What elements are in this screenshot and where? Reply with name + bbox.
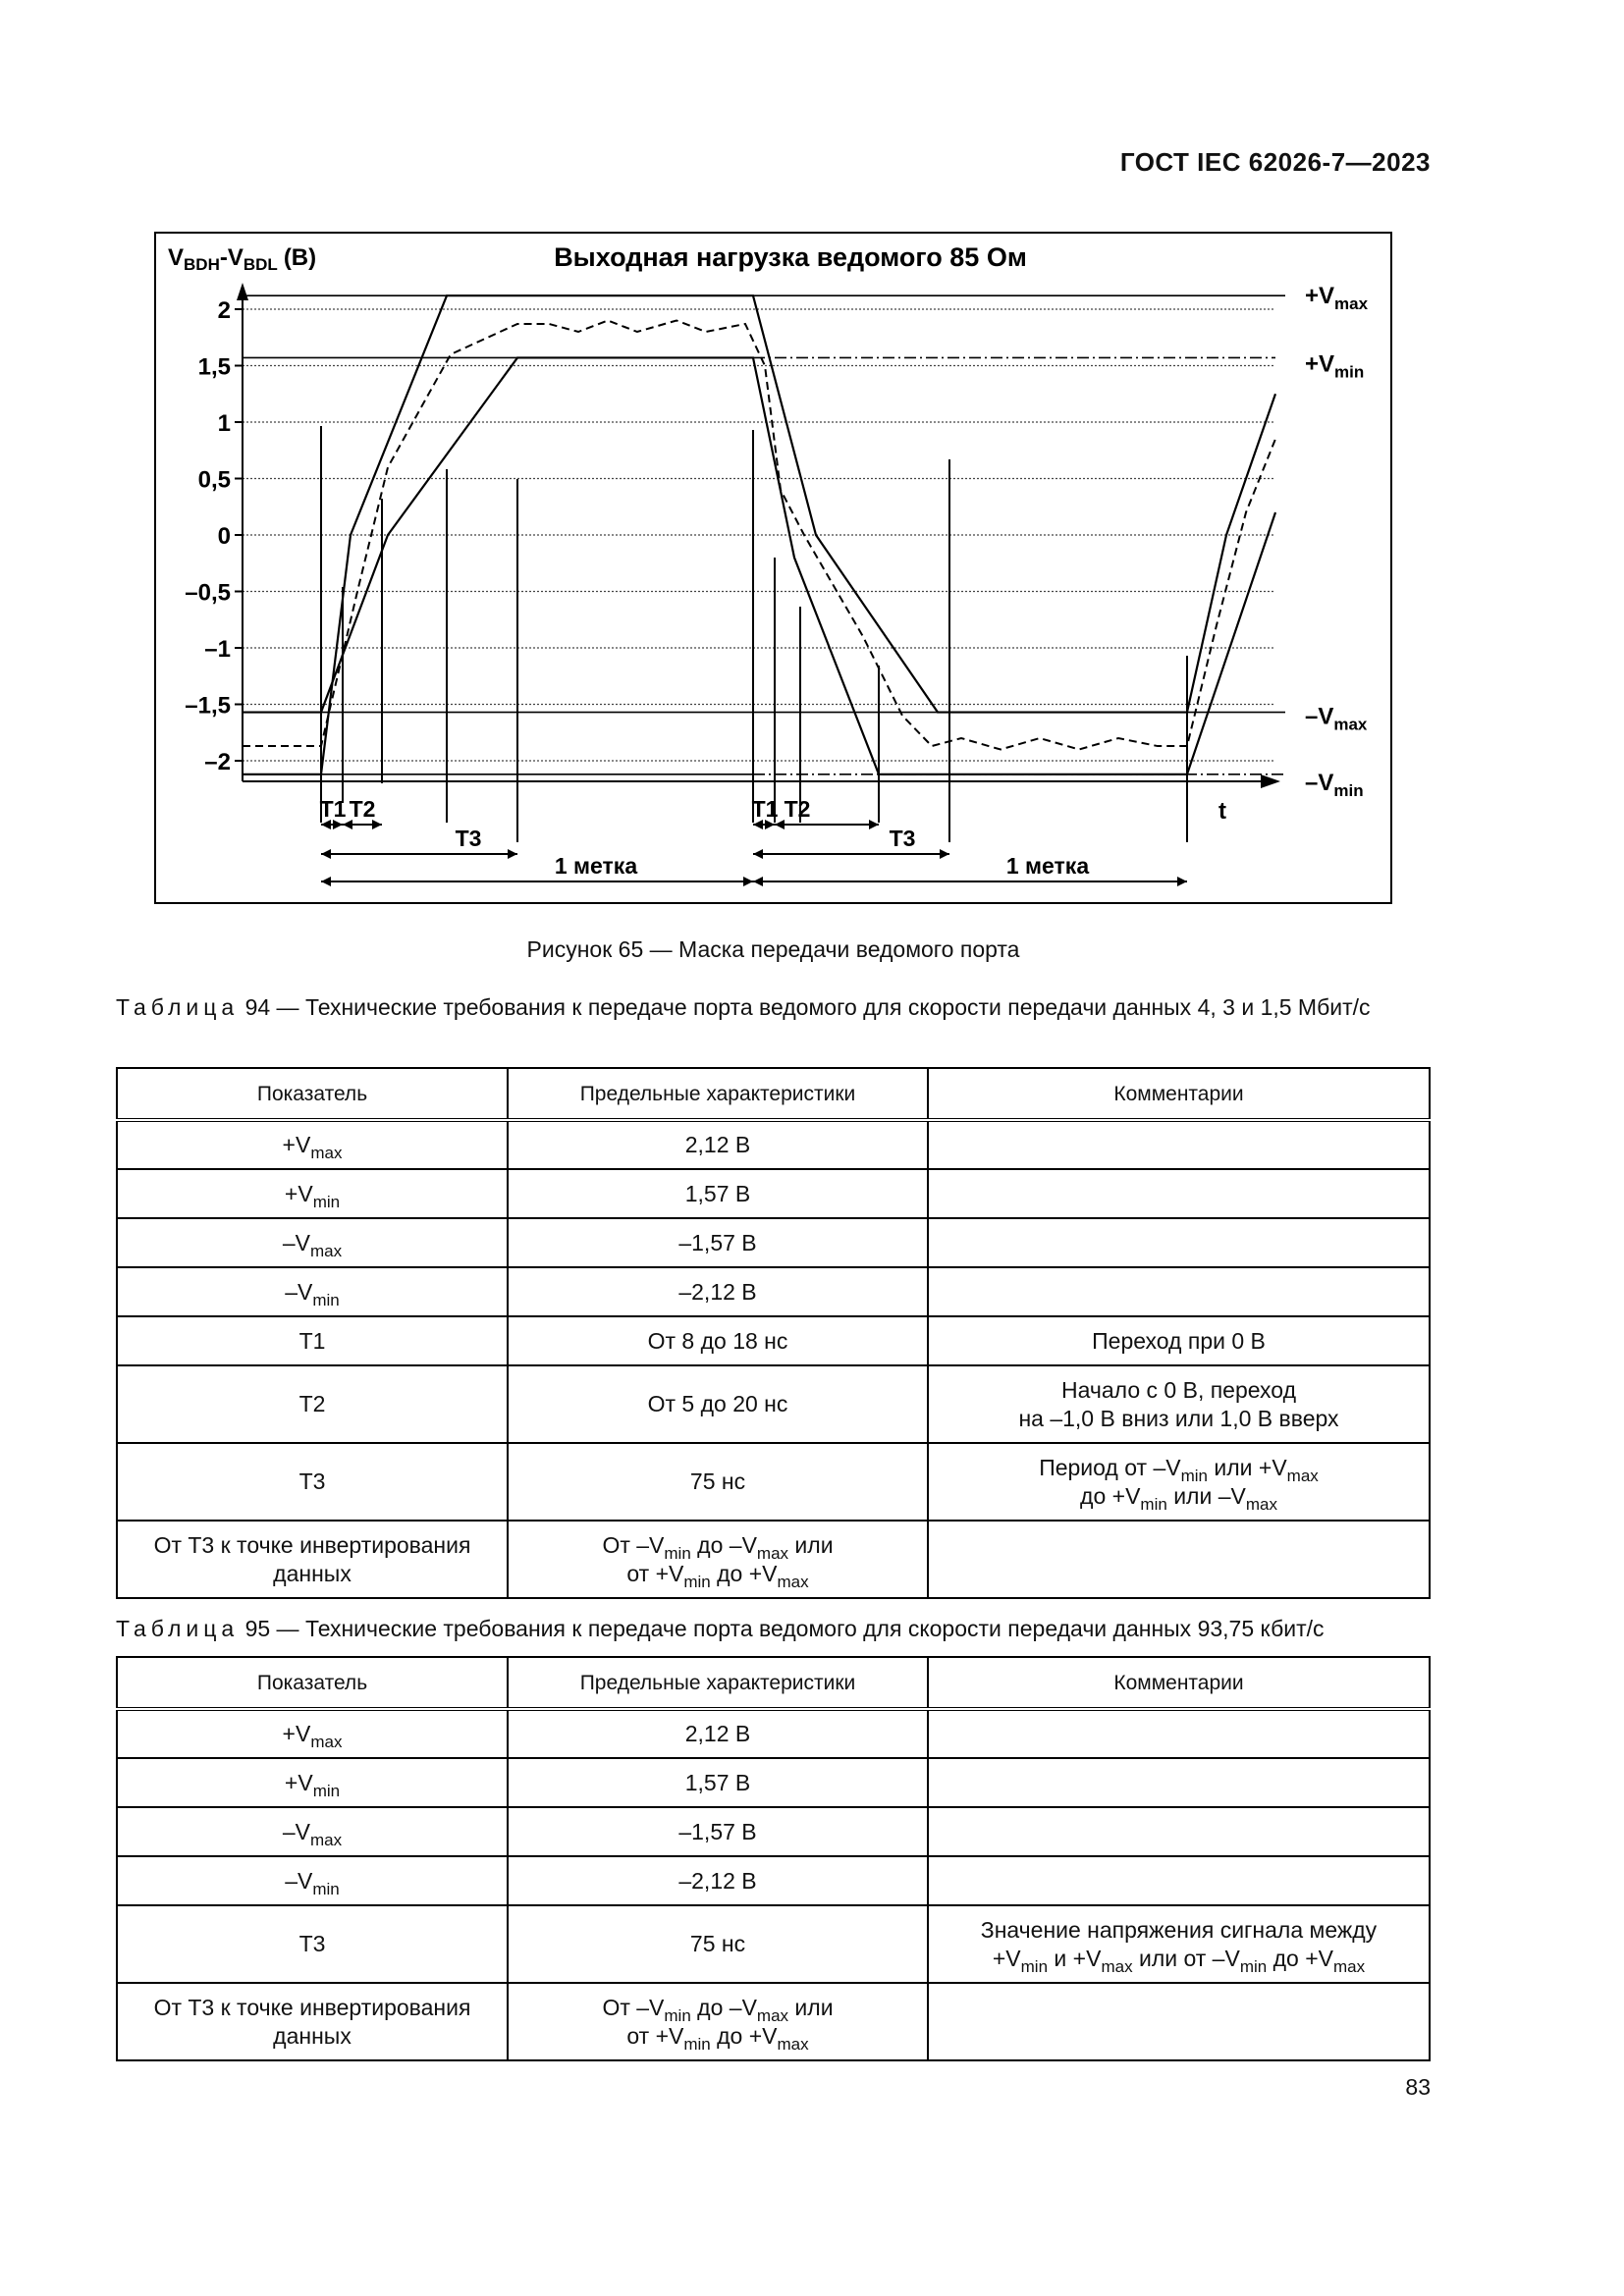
timing-annotations: [320, 426, 1187, 886]
col-header-comments: Комментарии: [928, 1657, 1430, 1709]
figure-frame: [154, 232, 1392, 904]
mark-left-label: 1 метка: [554, 853, 638, 879]
table-row: От T3 к точке инвертирования данных От $-V_{min}$ до $-V_{max}$ или от $+V_{min}$ до $+V_{max}$: [117, 1521, 1430, 1598]
y-tick-label: 0,5: [197, 466, 231, 494]
level-label: $-V_{max}$: [1305, 703, 1368, 734]
y-tick-label: 0: [217, 523, 231, 550]
mark-left-arrow-right: [743, 877, 753, 886]
table94-caption: Таблица 94 — Технические требования к передаче порта ведомого для скорости передачи данных 4, 3 и 1,5 Мбит/с: [116, 994, 1371, 1020]
table-row: $+V_{min}$ 1,57 В: [117, 1169, 1430, 1218]
figure-caption: Рисунок 65 — Маска передачи ведомого порта: [526, 936, 1020, 962]
y-tick-labels: [185, 297, 231, 775]
col-header-indicator: Показатель: [117, 1068, 508, 1120]
y-tick-label: –1,5: [185, 692, 231, 720]
document-header: ГОСТ IEC 62026-7—2023: [1119, 147, 1431, 177]
y-tick-label: 1: [217, 410, 231, 437]
table-row: $+V_{max}$ 2,12 В: [117, 1120, 1430, 1169]
table-row: T3 75 нс Значение напряжения сигнала между $+V_{min}$ $и +V_{max}$ или от $-V_{min}$ до $+V_{max}$: [117, 1905, 1430, 1983]
table-row: $+V_{max}$ 2,12 В: [117, 1709, 1430, 1758]
mark-right-label: 1 метка: [1005, 853, 1090, 879]
x-axis-label: t: [1218, 798, 1226, 825]
y-tick-label: –0,5: [185, 579, 231, 607]
table-row: $+V_{min}$ 1,57 В: [117, 1758, 1430, 1807]
table-row: T2 От 5 до 20 нс Начало с 0 В, переход на –1,0 В вниз или 1,0 В вверх: [117, 1365, 1430, 1443]
col-header-limits: Предельные характеристики: [508, 1068, 928, 1120]
table-row: $-V_{max}$ –1,57 В: [117, 1218, 1430, 1267]
level-label: $+V_{max}$: [1305, 283, 1369, 314]
t1-left-label: T1: [319, 796, 347, 822]
col-header-indicator: Показатель: [117, 1657, 508, 1709]
col-header-comments: Комментарии: [928, 1068, 1430, 1120]
t3-left-label: T3: [455, 826, 482, 851]
col-header-limits: Предельные характеристики: [508, 1657, 928, 1709]
t3-left-arrow-left: [321, 849, 331, 859]
table95: [116, 1656, 1431, 2061]
table-row: $-V_{max}$ –1,57 В: [117, 1807, 1430, 1856]
level-lines: [243, 283, 1369, 800]
t3-right-arrow-left: [753, 849, 763, 859]
t2-left-label: T2: [349, 796, 376, 822]
y-tick-label: 2: [217, 297, 231, 324]
t3-left-arrow-right: [508, 849, 517, 859]
t1-right-label: T1: [751, 796, 779, 822]
table-row: $-V_{min}$ –2,12 В: [117, 1856, 1430, 1905]
x-axis-arrowhead: [1261, 774, 1280, 788]
t2-right-arrow-right: [869, 820, 879, 829]
mark-right-arrow-left: [753, 877, 763, 886]
mark-right-arrow-right: [1177, 877, 1187, 886]
y-axis-arrowhead: [237, 283, 248, 300]
page-number: 83: [1405, 2074, 1431, 2100]
table94: [116, 1067, 1431, 1599]
table-row: T1 От 8 до 18 нс Переход при 0 В: [117, 1316, 1430, 1365]
table-row: От T3 к точке инвертирования данных От $-V_{min}$ до $-V_{max}$ или от $+V_{min}$ до $+V_{max}$: [117, 1983, 1430, 2060]
t3-right-label: T3: [889, 826, 916, 851]
y-tick-label: 1,5: [197, 353, 231, 381]
y-axis-label: $V_{BDH}-V_{BDL}$ (В): [168, 244, 317, 274]
table-row: $-V_{min}$ –2,12 В: [117, 1267, 1430, 1316]
mark-left-arrow-left: [321, 877, 331, 886]
t2-right-label: T2: [784, 796, 811, 822]
y-tick-label: –1: [204, 636, 231, 663]
level-label: $+V_{min}$: [1305, 350, 1365, 382]
table95-caption: Таблица 95 — Технические требования к передаче порта ведомого для скорости передачи данных 93,75 кбит/с: [116, 1616, 1325, 1641]
chart-title: Выходная нагрузка ведомого 85 Ом: [554, 242, 1027, 272]
transmit-mask-chart: [156, 234, 1394, 906]
t3-right-arrow-right: [940, 849, 949, 859]
table-row: T3 75 нс Период от $-V_{min}$ или $+V_{max}$ до $+V_{min}$ или $-V_{max}$: [117, 1443, 1430, 1521]
grid-lines: [235, 309, 1275, 761]
y-tick-label: –2: [204, 749, 231, 775]
level-label: $-V_{min}$: [1305, 769, 1364, 800]
